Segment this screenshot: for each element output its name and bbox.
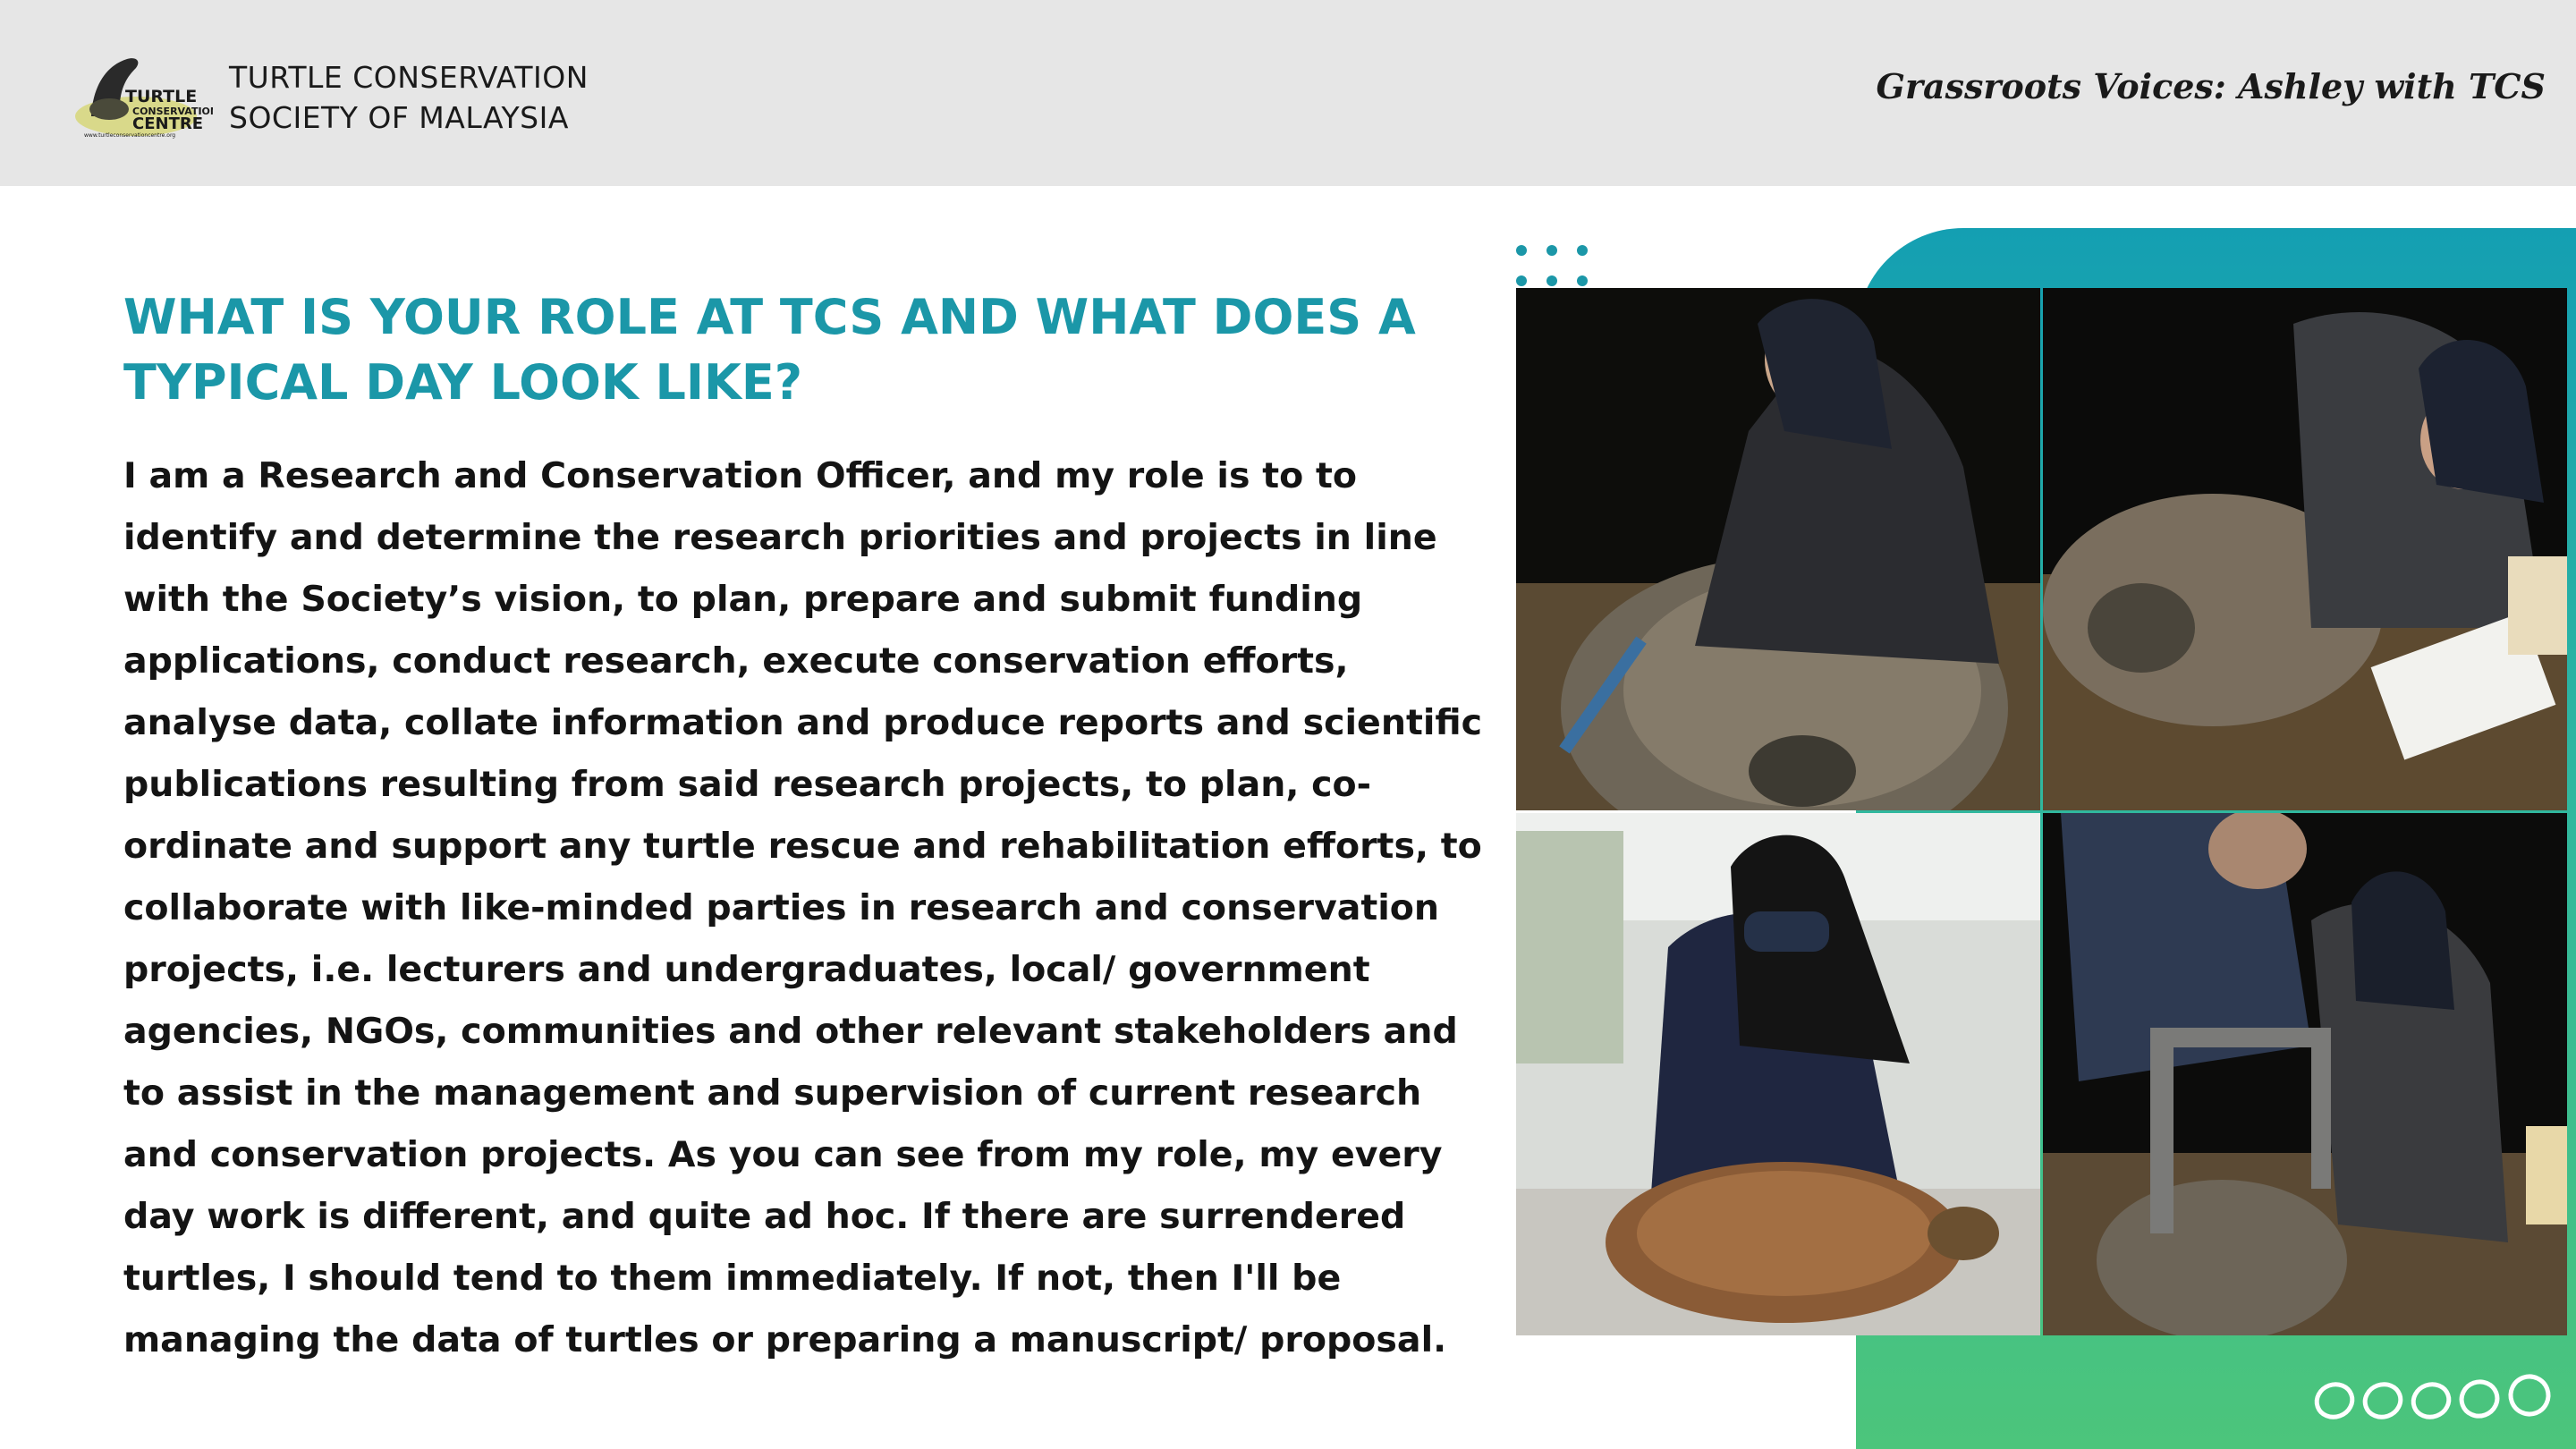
photo-caliper-measurement-night <box>2043 813 2567 1335</box>
logo-word-conservation: CONSERVATION <box>132 106 213 117</box>
answer-paragraph: I am a Research and Conservation Officer, and my role is to to identify and determine the research priorities and projects in line with the Society’s vision, to plan, prepare and submit funding applications, conduct research, execute conservation efforts, analyse data, collate information and produce reports and scientific publications resulting from said research projects, to plan, co-ordinate and support any turtle rescue and rehabilitation efforts, to collaborate with like-minded parties in research and conservation projects, i.e. lecturers and undergraduates, local/ government agencies, NGOs, communities and other relevant stakeholders and to assist in the management and supervision of current research and conservation projects. As you can see from my role, my every day work is different, and quite ad hoc. If there are surrendered turtles, I should tend to them immediately. If not, then I'll be managing the data of turtles or preparing a manuscript/ proposal. <box>123 455 1483 1360</box>
photo-measuring-turtle-day <box>1516 813 2040 1335</box>
tcs-logo <box>73 47 213 140</box>
photo-recording-notes-night <box>2043 288 2567 810</box>
organization-name <box>229 57 589 138</box>
org-name-line1: TURTLE CONSERVATION <box>229 60 589 95</box>
decorative-dots-icon <box>1514 240 1604 293</box>
org-name-line2: SOCIETY OF MALAYSIA <box>229 100 569 135</box>
series-title: Grassroots Voices: Ashley with TCS <box>1876 66 2546 106</box>
photo-measuring-turtle-night <box>1516 288 2040 810</box>
logo-word-centre: CENTRE <box>132 114 204 133</box>
logo-url: www.turtleconservationcentre.org <box>84 132 176 139</box>
question-heading: WHAT IS YOUR ROLE AT TCS AND WHAT DOES A TYPICAL DAY LOOK LIKE? <box>123 289 1416 411</box>
decorative-circles-icon <box>2311 1368 2562 1431</box>
logo-word-turtle: TURTLE <box>125 87 198 106</box>
header-bar <box>0 0 2576 186</box>
